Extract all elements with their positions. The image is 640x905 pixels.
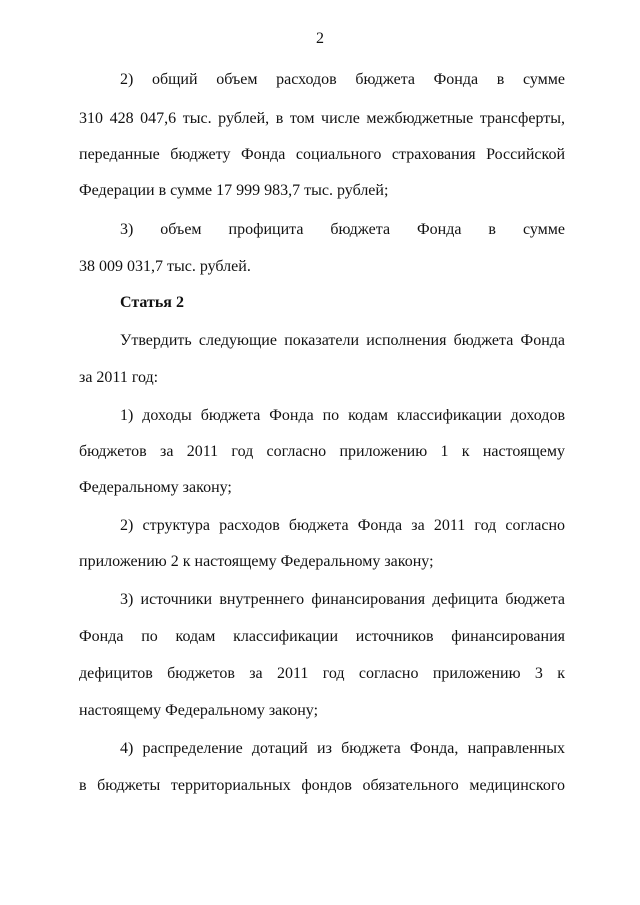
article-heading: Статья 2	[120, 294, 184, 311]
text-line: 2) структура расходов бюджета Фонда за 2011 год согласно	[120, 517, 565, 534]
text-line: настоящему Федеральному закону;	[79, 702, 319, 719]
text-line: за 2011 год:	[79, 369, 159, 386]
text-line: Федерации в сумме 17 999 983,7 тыс. рублей;	[79, 182, 389, 199]
text-line: бюджетов за 2011 год согласно приложению 1 к настоящему	[79, 443, 565, 460]
text-line: 3) объем профицита бюджета Фонда в сумме	[120, 221, 565, 238]
text-line: 1) доходы бюджета Фонда по кодам классификации доходов	[120, 407, 565, 424]
text-line: 4) распределение дотаций из бюджета Фонда, направленных	[120, 740, 565, 757]
text-line: дефицитов бюджетов за 2011 год согласно приложению 3 к	[79, 665, 565, 682]
text-line: переданные бюджету Фонда социального страхования Российской	[79, 146, 565, 163]
text-line: 2) общий объем расходов бюджета Фонда в сумме	[120, 71, 565, 88]
page-number: 2	[316, 30, 324, 47]
text-line: приложению 2 к настоящему Федеральному закону;	[79, 553, 434, 570]
text-line: Федеральному закону;	[79, 479, 232, 496]
text-line: 38 009 031,7 тыс. рублей.	[79, 258, 251, 275]
text-line: 310 428 047,6 тыс. рублей, в том числе межбюджетные трансферты,	[79, 110, 565, 127]
text-line: Фонда по кодам классификации источников финансирования	[79, 628, 565, 645]
text-line: в бюджеты территориальных фондов обязательного медицинского	[79, 777, 565, 794]
text-line: 3) источники внутреннего финансирования дефицита бюджета	[120, 591, 565, 608]
text-line: Утвердить следующие показатели исполнения бюджета Фонда	[120, 332, 565, 349]
